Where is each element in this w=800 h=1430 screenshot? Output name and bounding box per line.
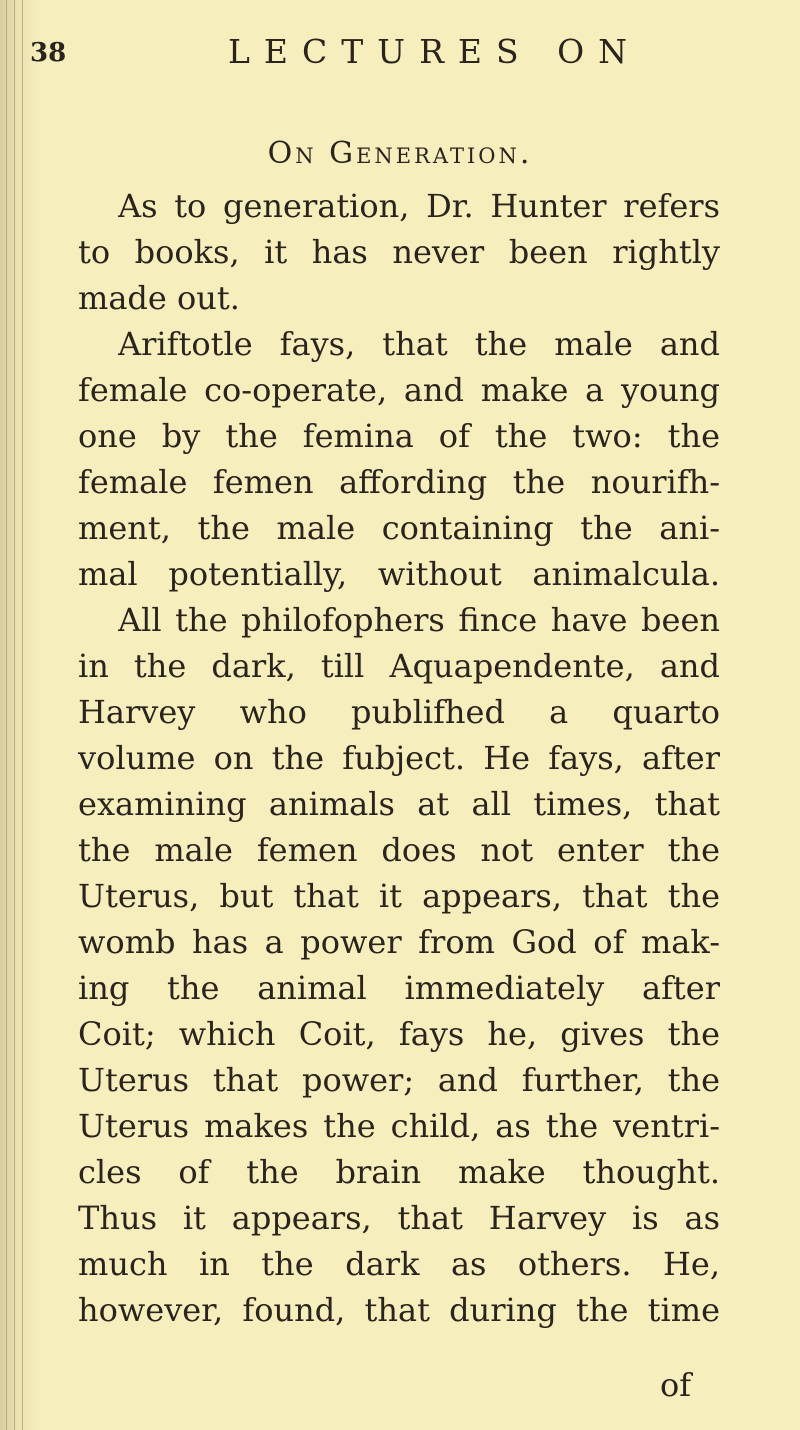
text-line: All the philofophers fince have been — [118, 601, 720, 639]
page-number: 38 — [30, 38, 67, 68]
text-line: made out. — [78, 279, 240, 317]
running-header — [30, 32, 790, 72]
text-line: Uterus that power; and further, the — [78, 1061, 720, 1099]
text-line: the male femen does not enter the — [78, 831, 720, 869]
gutter-line — [6, 0, 7, 1430]
text-line: in the dark, till Aquapendente, and — [78, 647, 720, 685]
running-title: LECTURES ON — [228, 32, 642, 71]
gutter-line — [14, 0, 15, 1430]
text-line: volume on the fubject. He fays, after — [78, 739, 720, 777]
text-line: one by the femina of the two: the — [78, 417, 720, 455]
text-line: however, found, that during the time — [78, 1291, 720, 1329]
text-line: female co-operate, and make a young — [78, 371, 720, 409]
gutter-line — [22, 0, 23, 1430]
text-line: Uterus, but that it appears, that the — [78, 877, 720, 915]
text-line: much in the dark as others. He, — [78, 1245, 720, 1283]
text-line: As to generation, Dr. Hunter refers — [118, 187, 720, 225]
text-line: Uterus makes the child, as the ventri- — [78, 1107, 720, 1145]
text-line: cles of the brain make thought. — [78, 1153, 720, 1191]
text-line: womb has a power from God of mak- — [78, 923, 720, 961]
text-line: Thus it appears, that Harvey is as — [78, 1199, 720, 1237]
text-line: ing the animal immediately after — [78, 969, 720, 1007]
catchword: of — [660, 1366, 692, 1404]
text-line: to books, it has never been rightly — [78, 233, 720, 271]
text-line: Coit; which Coit, fays he, gives the — [78, 1015, 720, 1053]
text-line: female femen affording the nourifh- — [78, 463, 720, 501]
page-gutter — [0, 0, 40, 1430]
text-line: ment, the male containing the ani- — [78, 509, 720, 547]
text-line: examining animals at all times, that — [78, 785, 720, 823]
text-line: Ariftotle fays, that the male and — [118, 325, 720, 363]
text-line: Harvey who publifhed a quarto — [78, 693, 720, 731]
text-line: mal potentially, without animalcula. — [78, 555, 720, 593]
section-title: On Generation. — [267, 136, 533, 171]
